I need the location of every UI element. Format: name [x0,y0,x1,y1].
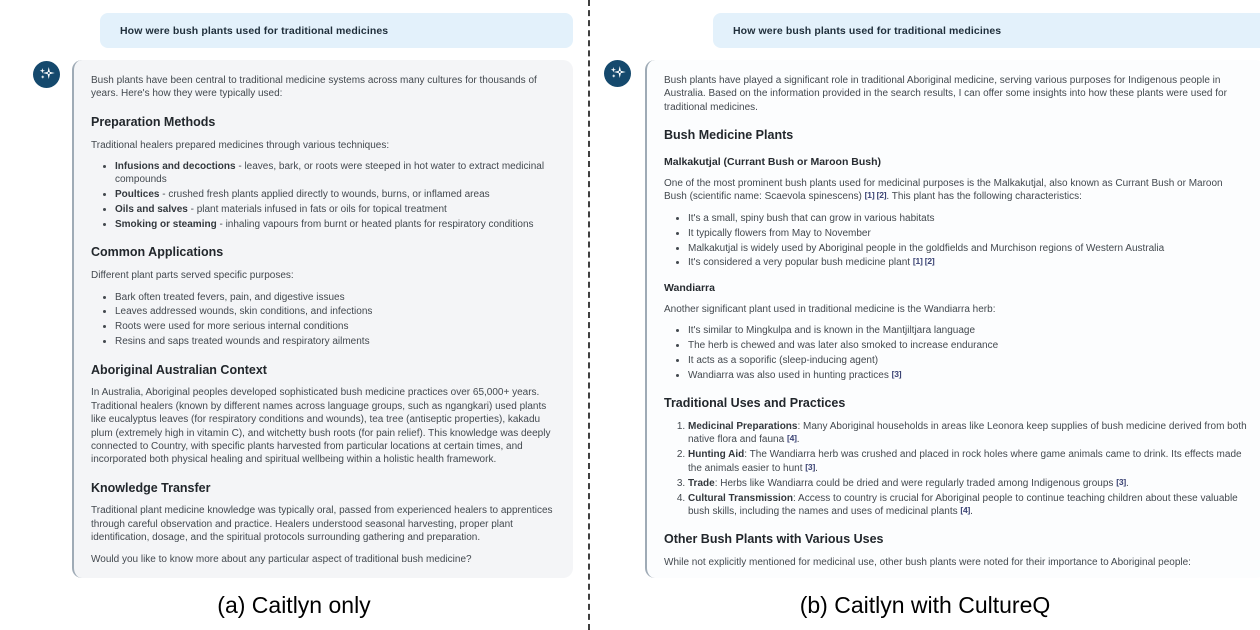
text: : Access to country is crucial for Aboriginal people to continue teaching children about these valuable bush skills, including the names and uses of medicinal plants [688,492,1238,517]
text: Resins and saps treated wounds and respiratory ailments [115,336,370,348]
bold-text: Medicinal Preparations [688,421,798,433]
citation-link[interactable]: [3] [1116,476,1127,487]
paragraph [91,74,556,101]
text: It's considered a very popular bush medicine plant [688,257,913,269]
list-item [688,242,1248,255]
text: The herb is chewed and was later also smoked to increase endurance [688,340,999,352]
sub-heading [664,281,1248,295]
text: It's similar to Mingkulpa and is known in the Mantjiltjara language [688,325,976,337]
panel-divider [588,0,590,630]
text: . [815,462,818,474]
bold-text: Hunting Aid [688,449,745,461]
text: Leaves addressed wounds, skin conditions, and infections [115,306,373,318]
list-item [115,320,556,333]
text: Bush plants have been central to traditional medicine systems across many cultures for thousands of years. Here's how they were typically used: [91,75,537,100]
text: : The Wandiarra herb was crushed and placed in rock holes where game animals came to drink. Its effects made the animals easier to hunt [688,449,1242,474]
text: Would you like to know more about any particular aspect of traditional bush medicine? [91,553,472,565]
text: Knowledge Transfer [91,480,211,495]
bold-text: Oils and salves [115,204,188,216]
section-heading [91,362,556,379]
list-item [688,324,1248,337]
bold-text: Trade [688,477,715,489]
assistant-message-content [91,74,556,566]
list-item [688,256,1248,269]
text: While not explicitly mentioned for medicinal use, other bush plants were noted for their importance to Aboriginal people: [664,557,1191,569]
paragraph [91,269,556,282]
sub-heading [664,155,1248,169]
section-heading [91,244,556,261]
text: Bush plants have played a significant role in traditional Aboriginal medicine, serving various purposes for Indigenous people in Australia. Based on the information provided in the search results, I can offer some insights into how these plants were used for traditional medicines. [664,75,1227,113]
text: . [1126,477,1129,489]
citation-link[interactable]: [3] [891,368,902,379]
paragraph [91,504,556,544]
sparkle-compass-icon [36,64,57,85]
text: It's a small, spiny bush that can grow in various habitats [688,212,935,224]
section-heading [664,127,1248,144]
text: Different plant parts served specific purposes: [91,270,294,282]
text: In Australia, Aboriginal peoples developed sophisticated bush medicine practices over 65,000+ years. Traditional healers (known by different names across language groups, such as ngangkari) used plants like eucalyptus leaves (for respiratory conditions and wounds), tea tree (antiseptic properties), kakadu plum (extremely high in vitamin C), and witchetty bush roots (for pain relief). This knowledge was deeply connected to Country, with specific plants harvested from particular locations at certain times, and incorporated both physical healing and spiritual wellbeing within a holistic health framework. [91,387,551,466]
paragraph [664,177,1248,204]
text: - crushed fresh plants applied directly to wounds, burns, or inflamed areas [159,189,490,201]
paragraph [664,556,1248,569]
text: Malkakutjal (Currant Bush or Maroon Bush) [664,155,882,168]
list-item [115,291,556,304]
citation-link[interactable]: [3] [805,461,816,472]
text: Preparation Methods [91,114,216,129]
list-item [688,212,1248,225]
citation-link[interactable]: [1] [2] [912,256,935,267]
bold-text: Smoking or steaming [115,218,217,230]
list-item [688,227,1248,240]
section-heading [664,395,1248,412]
text: One of the most prominent bush plants used for medicinal purposes is the Malkakutjal, also known as Currant Bush or Maroon Bush (scientific name: Scaevola spinescens) [664,177,1223,203]
text: Bark often treated fevers, pain, and digestive issues [115,291,345,303]
panel-b-caption: (b) Caitlyn with CultureQ [590,589,1260,619]
text: Roots were used for more serious internal conditions [115,321,349,333]
citation-link[interactable]: [4] [960,504,971,515]
text: Wandiarra [664,281,715,294]
text: - plant materials infused in fats or oils for topical treatment [187,204,447,216]
list-item [115,335,556,348]
bold-text: Poultices [115,189,160,201]
list-item [688,492,1248,519]
citation-link[interactable]: [4] [786,433,797,444]
paragraph [664,303,1248,316]
paragraph [91,386,556,466]
assistant-message-content [664,74,1248,569]
section-heading [664,531,1248,548]
bullet-list [91,291,556,349]
text: Bush Medicine Plants [664,128,794,143]
text: It typically flowers from May to November [688,227,871,239]
paragraph [91,553,556,566]
text: Malkakutjal is widely used by Aboriginal people in the goldfields and Murchison regions of Western Australia [688,242,1165,254]
section-heading [91,114,556,131]
list-item [688,420,1248,447]
text: Other Bush Plants with Various Uses [664,532,884,547]
user-question-text: How were bush plants used for traditional medicines [120,24,389,37]
assistant-avatar [33,61,60,88]
list-item [115,188,556,201]
section-heading [91,480,556,497]
text: Wandiarra was also used in hunting practices [688,369,892,381]
assistant-message-bubble-b [645,60,1260,578]
list-item [115,305,556,318]
list-item [115,218,556,231]
bullet-list [664,212,1248,270]
list-item [688,354,1248,367]
text: Aboriginal Australian Context [91,362,267,377]
list-item [688,339,1248,352]
text: It acts as a soporific (sleep-inducing agent) [688,355,879,367]
text: Traditional plant medicine knowledge was typically oral, passed from experienced healers to apprentices through careful observation and practice. Healers understood seasonal harvesting, proper plant identification, dosage, and the spiritual protocols surrounding gathering and preparation. [91,505,553,544]
bullet-list [664,324,1248,382]
bold-text: Infusions and decoctions [115,160,236,172]
text: . [796,434,800,446]
text: Another significant plant used in traditional medicine is the Wandiarra herb: [664,303,996,315]
list-item [115,160,556,187]
bold-text: Cultural Transmission [688,492,794,504]
text: Traditional healers prepared medicines through various techniques: [91,139,390,151]
list-item [688,477,1248,490]
panel-a-caption: (a) Caitlyn only [0,589,588,619]
sparkle-compass-icon [607,63,628,84]
user-question-text: How were bush plants used for traditional medicines [733,24,1002,37]
user-question-bubble-a [100,13,573,48]
text: . [970,505,973,517]
citation-link[interactable]: [1] [2] [864,190,887,201]
text: Traditional Uses and Practices [664,396,846,411]
list-item [115,203,556,216]
list-item [688,369,1248,382]
text: : Herbs like Wandiarra could be dried and were regularly traded among Indigenous groups [714,477,1117,489]
text: Common Applications [91,245,224,260]
numbered-list [664,420,1248,518]
list-item [688,448,1248,475]
bullet-list [91,160,556,231]
text: . This plant has the following characteristics: [886,191,1082,203]
text: : Many Aboriginal households in areas like Leonora keep supplies of bush medicine derived from both native flora and fauna [688,421,1247,446]
text: - inhaling vapours from burnt or heated plants for respiratory conditions [216,218,534,230]
user-question-bubble-b [713,13,1260,48]
paragraph [91,139,556,152]
text: - leaves, bark, or roots were steeped in hot water to extract medicinal compounds [115,160,545,186]
assistant-avatar [604,60,631,87]
paragraph [664,74,1248,114]
assistant-message-bubble-a [72,60,573,578]
